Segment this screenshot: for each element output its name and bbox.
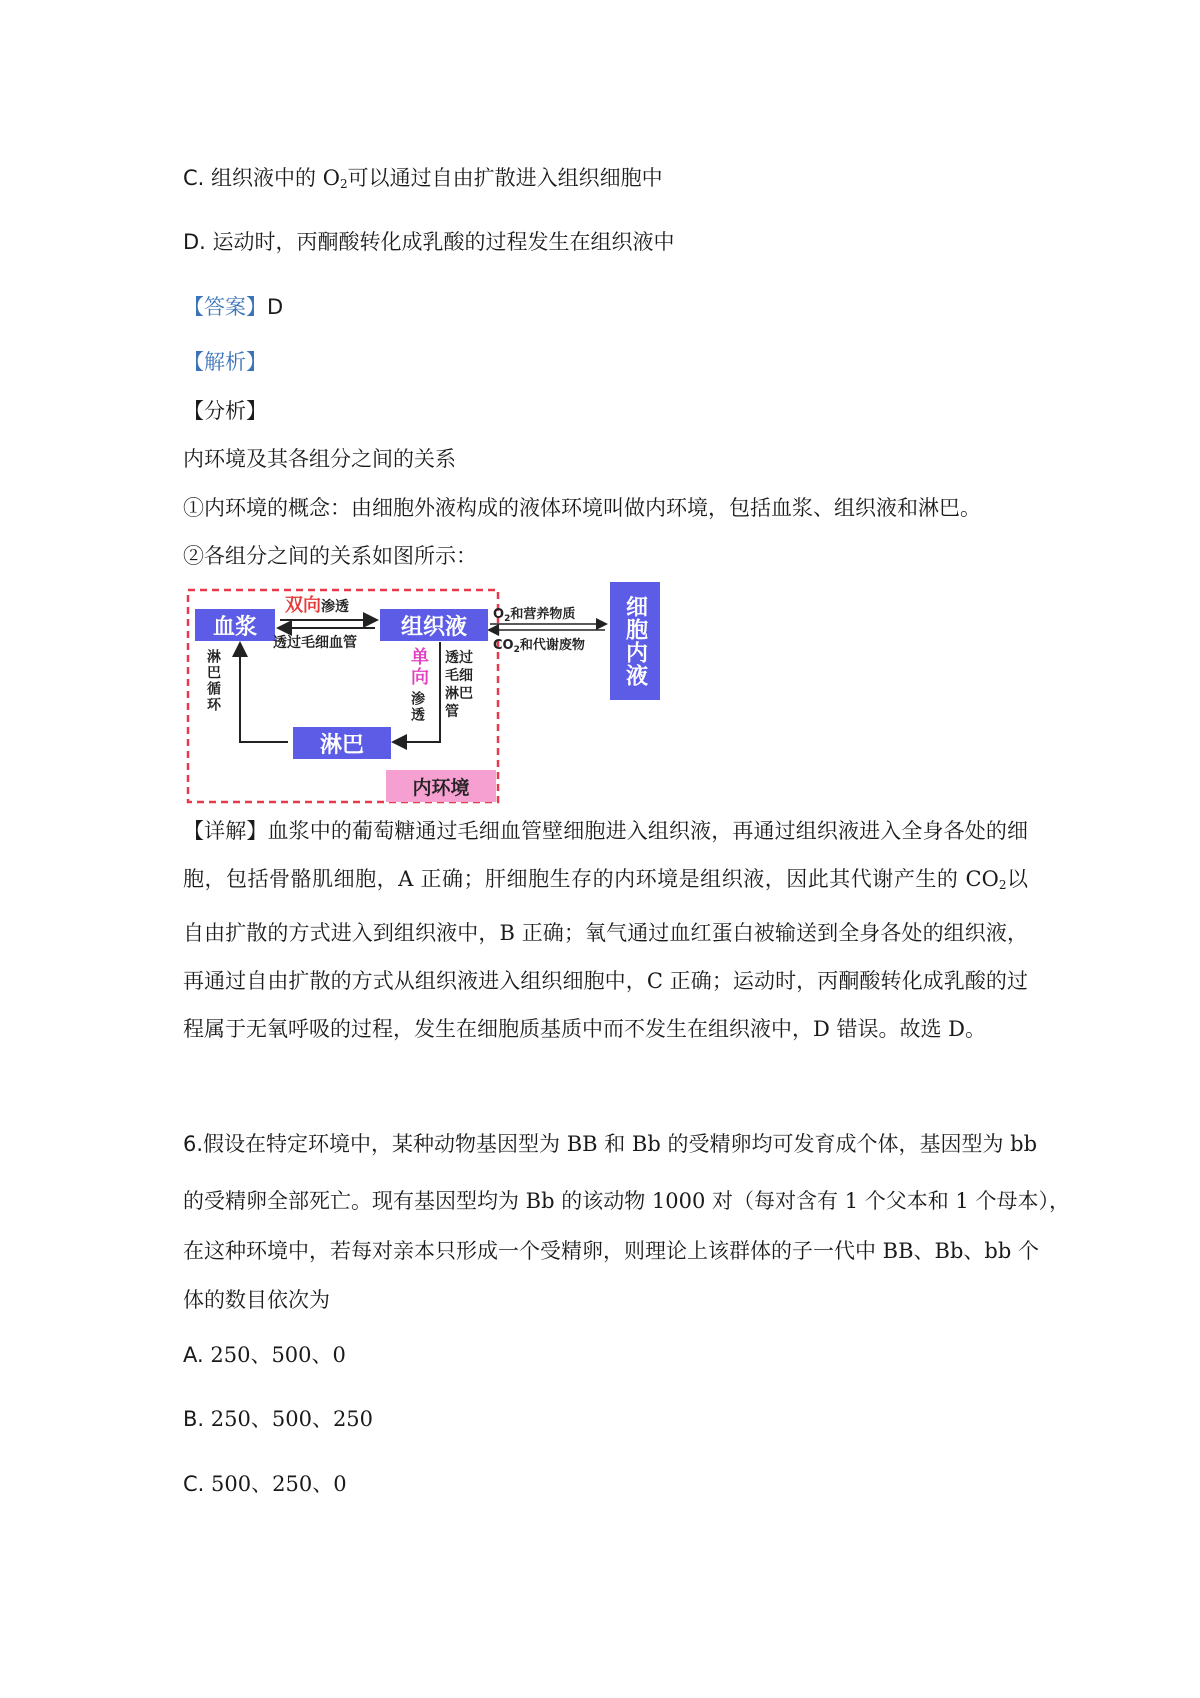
fenxi-label: 【分析】 [183, 399, 267, 423]
option-letter: C. [183, 166, 205, 190]
cell-fluid-text: 细胞内液 [622, 595, 648, 687]
option-letter: B. [183, 1407, 205, 1431]
tissue-fluid-box: 组织液 [380, 609, 488, 641]
answer-label: 【答案】 [183, 295, 267, 319]
detail-paragraph: 【详解】血浆中的葡萄糖通过毛细血管壁细胞进入组织液，再通过组织液进入全身各处的细胞，包括骨骼肌细胞，A 正确；肝细胞生存的内环境是组织液，因此其代谢产生的 $CO_2$以自由扩散的方式进入到组织液中，B 正确；氧气通过血红蛋白被输送到全身各处的组织液，再通过自由扩散的方式从组织液进入组织细胞中，C 正确；运动时，丙酮酸转化成乳酸的过程属于无氧呼吸的过程，发生在细胞质基质中而不发生在组织液中，D 错误。故选 D。 [183, 819, 1028, 1041]
lymph-box: 淋巴 [293, 727, 391, 759]
point-1: ①内环境的概念：由细胞外液构成的液体环境叫做内环境，包括血浆、组织液和淋巴。 [183, 496, 981, 520]
option-d [183, 232, 675, 253]
option-letter: C. [183, 1472, 205, 1496]
q6-option-a [183, 1345, 346, 1366]
q6-option-b [183, 1409, 373, 1430]
co2-label: $CO_2$和代谢废物 [493, 638, 585, 655]
analysis-label: 【解析】 [183, 350, 267, 374]
answer-value: D [267, 295, 284, 319]
one-way-label: 单向 [408, 647, 429, 687]
plasma-box: 血浆 [195, 609, 275, 641]
q6-option-c [183, 1474, 347, 1495]
option-text: 250、500、250 [210, 1407, 374, 1431]
point-2: ②各组分之间的关系如图所示： [183, 544, 477, 568]
cell-fluid-box [610, 582, 660, 700]
inner-env-tag [386, 770, 496, 802]
option-c [183, 168, 663, 190]
through-capillary-label: 透过毛细血管 [273, 635, 357, 651]
question-6-line-1: 6.假设在特定环境中，某种动物基因型为 BB 和 Bb 的受精卵均可发育成个体，基因型为 bb [183, 1132, 1038, 1156]
question-6-line-3: 在这种环境中，若每对亲本只形成一个受精卵，则理论上该群体的子一代中 BB、Bb、bb 个 [183, 1239, 1039, 1263]
lymph-circulation-label: 淋巴循环 [205, 649, 221, 713]
question-6-line-2: 的受精卵全部死亡。现有基因型均为 Bb 的该动物 1000 对（每对含有 1 个父本和 1 个母本）， [183, 1189, 1070, 1213]
question-6-line-4: 体的数目依次为 [183, 1288, 330, 1312]
inner-env-label: 内环境 [412, 776, 470, 799]
inner-environment-diagram [185, 587, 680, 807]
option-text: 500、250、0 [211, 1472, 347, 1496]
option-text: 250、500、0 [210, 1343, 346, 1367]
question-number: 6. [183, 1132, 204, 1156]
answer-line [183, 297, 283, 318]
intro-text: 内环境及其各组分之间的关系 [183, 447, 456, 471]
through-lymph-capillary-label: 透过毛细淋巴管 [445, 650, 473, 720]
two-way-label: 双向渗透 [285, 595, 349, 616]
option-text: 运动时，丙酮酸转化成乳酸的过程发生在组织液中 [212, 230, 675, 254]
one-way-seep-label: 渗透 [409, 691, 425, 723]
option-letter: D. [183, 230, 206, 254]
option-text: 组织液中的 $O_2$可以通过自由扩散进入组织细胞中 [211, 166, 663, 191]
detail-label: 【详解】 [183, 819, 268, 843]
option-letter: A. [183, 1343, 204, 1367]
o2-label: $O_2$和营养物质 [493, 607, 576, 624]
